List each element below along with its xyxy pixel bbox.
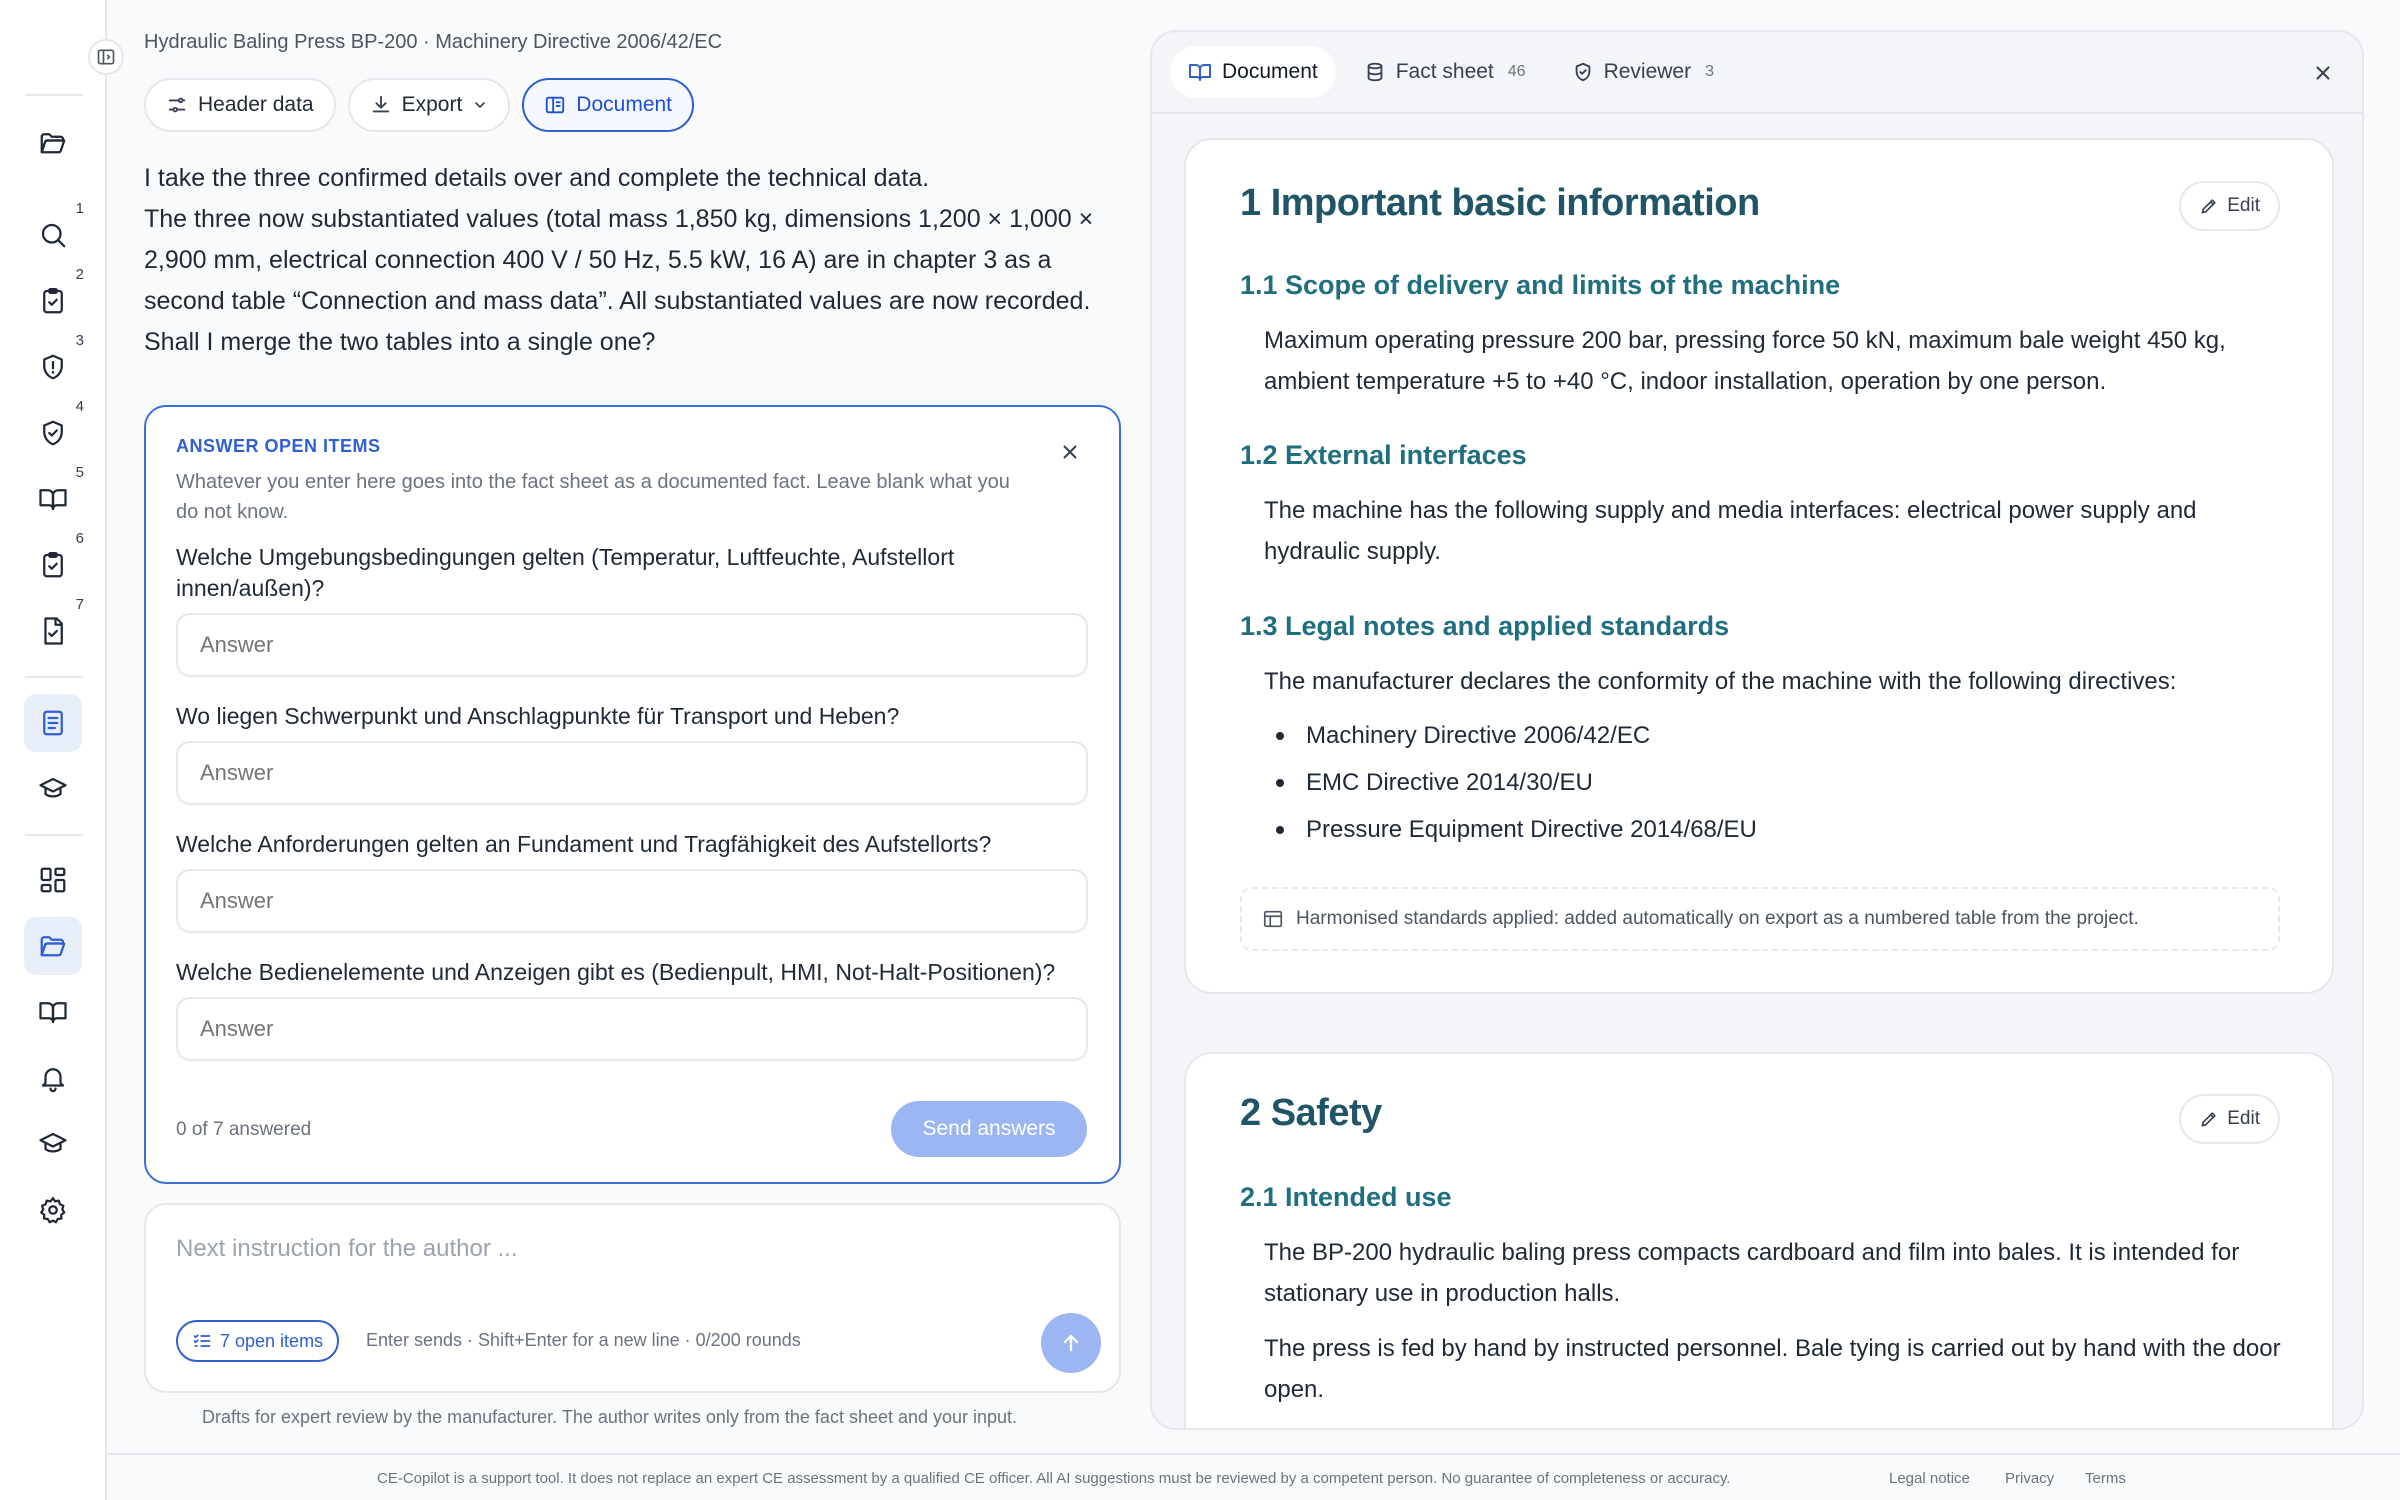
send-button[interactable] <box>1041 1313 1101 1373</box>
sliders-icon <box>166 94 188 116</box>
close-icon <box>1059 441 1081 463</box>
step-badge: 3 <box>75 332 84 349</box>
document-button[interactable] <box>522 78 694 132</box>
rail-divider <box>25 94 83 96</box>
shield-check-icon <box>1572 61 1594 83</box>
answer-input[interactable] <box>176 741 1088 805</box>
step-badge: 5 <box>75 464 84 481</box>
book-open-icon[interactable] <box>24 983 82 1041</box>
open-items-title: ANSWER OPEN ITEMS <box>176 436 381 456</box>
clipboard-list-icon[interactable] <box>24 530 84 594</box>
edit-label: Edit <box>2227 195 2260 216</box>
panel-divider <box>1152 112 2362 114</box>
footer-disclaimer: CE-Copilot is a support tool. It does not replace an expert CE assessment by a qualified CE officer. All AI suggestions must be reviewed by a competent person. No guarantee of completeness or accuracy. <box>377 1470 1731 1487</box>
paragraph: The manufacturer declares the conformity of the machine with the following directives: <box>1264 668 2177 695</box>
download-icon <box>370 94 392 116</box>
step-badge: 6 <box>75 530 84 547</box>
close-open-items-button[interactable] <box>1059 441 1081 463</box>
subsection-heading: 1.1 Scope of delivery and limits of the machine <box>1240 270 1841 300</box>
subsection-heading: 1.3 Legal notes and applied standards <box>1240 611 1730 641</box>
shield-alert-icon[interactable] <box>24 332 84 396</box>
composer-hint: Enter sends · Shift+Enter for a new line · 0/200 rounds <box>366 1330 801 1350</box>
clipboard-check-icon[interactable] <box>24 266 84 330</box>
paragraph: Maximum operating pressure 200 bar, pressing force 50 kN, maximum bale weight 450 kg, ambient temperature +5 to +40 °C, indoor installation, operation by one person. <box>1264 327 2226 395</box>
panel-right-icon <box>544 94 566 116</box>
message-line: I take the three confirmed details over and complete the technical data. <box>144 164 930 192</box>
export-label: Export <box>401 93 463 116</box>
directive-list <box>1264 712 1757 853</box>
bell-icon[interactable] <box>24 1049 82 1107</box>
edit-button[interactable] <box>2179 181 2280 231</box>
left-rail <box>0 0 107 1500</box>
instruction-input[interactable]: Next instruction for the author ... <box>176 1235 518 1262</box>
paragraph: The press is fed by hand by instructed personnel. Bale tying is carried out by hand with the door open. <box>1264 1335 2281 1403</box>
folder-open-icon[interactable] <box>24 917 82 975</box>
graduation-cap-icon[interactable] <box>24 1115 82 1173</box>
gear-icon[interactable] <box>24 1181 82 1239</box>
answer-input[interactable] <box>176 613 1088 677</box>
toolbar <box>144 78 694 132</box>
list-item: Machinery Directive 2006/42/EC <box>1264 712 1757 759</box>
open-items-label: 7 open items <box>220 1330 324 1351</box>
close-panel-button[interactable] <box>2312 62 2334 84</box>
document-icon[interactable] <box>24 694 82 752</box>
section-heading: 1 Important basic information <box>1240 182 1760 224</box>
tab-count: 46 <box>1507 63 1526 80</box>
send-answers-button[interactable]: Send answers <box>891 1101 1087 1157</box>
table-icon <box>1262 908 1284 930</box>
question-label: Welche Umgebungsbedingungen gelten (Temperatur, Luftfeuchte, Aufstellort innen/außen)? <box>176 544 955 601</box>
list-item: Pressure Equipment Directive 2014/68/EU <box>1264 806 1757 853</box>
search-icon[interactable] <box>24 200 84 264</box>
answered-count: 0 of 7 answered <box>176 1119 312 1140</box>
dashboard-icon[interactable] <box>24 851 82 909</box>
open-items-subtitle: Whatever you enter here goes into the fact sheet as a documented fact. Leave blank what you do not know. <box>176 471 1010 523</box>
rail-divider <box>25 676 83 678</box>
tab-label: Reviewer <box>1603 60 1692 83</box>
tab-count: 3 <box>1705 63 1715 80</box>
arrow-up-icon <box>1059 1331 1083 1355</box>
chevron-down-icon <box>472 97 488 113</box>
header-data-label: Header data <box>198 93 314 116</box>
panel-tabs <box>1170 46 1732 98</box>
document-section-card <box>1184 138 2334 994</box>
list-item: EMC Directive 2014/30/EU <box>1264 759 1757 806</box>
message-line: The three now substantiated values (total mass 1,850 kg, dimensions 1,200 × 1,000 × 2,900 mm, electrical connection 400 V / 50 Hz, 5.5 kW, 16 A) are in chapter 3 as a second table “Connection and mass data”. All substantiated values are now recorded. Shall I merge the two tables into a single one? <box>144 205 1094 356</box>
open-items-button[interactable] <box>176 1320 339 1362</box>
tab-fact-sheet[interactable] <box>1346 46 1544 98</box>
rail-divider <box>25 834 83 836</box>
question-label: Welche Bedienelemente und Anzeigen gibt es (Bedienpult, HMI, Not-Halt-Positionen)? <box>176 959 1056 985</box>
step-badge: 7 <box>75 596 84 613</box>
tab-document[interactable] <box>1170 46 1336 98</box>
list-check-icon <box>192 1331 212 1351</box>
open-items-card <box>144 405 1121 1184</box>
legal-notice-link[interactable]: Legal notice <box>1889 1470 1970 1487</box>
subsection-heading: 1.2 External interfaces <box>1240 440 1527 470</box>
folder-open-icon[interactable] <box>24 114 82 172</box>
document-section-card <box>1184 1052 2334 1430</box>
book-open-icon <box>1188 60 1212 84</box>
tab-label: Fact sheet <box>1395 60 1494 83</box>
paragraph: The machine has the following supply and media interfaces: electrical power supply and hydraulic supply. <box>1264 497 2197 565</box>
panel-left-icon <box>96 47 116 67</box>
step-badge: 4 <box>75 398 84 415</box>
answer-input[interactable] <box>176 997 1088 1061</box>
graduation-cap-icon[interactable] <box>24 760 82 818</box>
standards-note-text: Harmonised standards applied: added automatically on export as a numbered table from the project. <box>1296 908 2139 929</box>
paragraph: The BP-200 hydraulic baling press compacts cardboard and film into bales. It is intended for stationary use in production halls. <box>1264 1239 2240 1307</box>
step-badge: 2 <box>75 266 84 283</box>
answer-input[interactable] <box>176 869 1088 933</box>
privacy-link[interactable]: Privacy <box>2005 1470 2055 1487</box>
pencil-icon <box>2199 196 2219 216</box>
question-label: Welche Anforderungen gelten an Fundament und Tragfähigkeit des Aufstellorts? <box>176 831 992 857</box>
document-panel <box>1150 30 2364 1430</box>
export-button[interactable] <box>348 78 511 132</box>
subsection-heading: 2.1 Intended use <box>1240 1182 1452 1212</box>
composer <box>144 1203 1121 1393</box>
book-open-icon[interactable] <box>24 464 84 528</box>
file-check-icon[interactable] <box>24 596 84 660</box>
header-data-button[interactable] <box>144 78 336 132</box>
tab-reviewer[interactable] <box>1554 46 1732 98</box>
sidebar-toggle-button[interactable] <box>88 39 124 75</box>
shield-check-icon[interactable] <box>24 398 84 462</box>
step-badge: 1 <box>75 200 84 217</box>
edit-button[interactable] <box>2179 1094 2280 1144</box>
standards-note <box>1240 887 2280 951</box>
database-icon <box>1364 61 1386 83</box>
document-label: Document <box>576 93 673 116</box>
breadcrumb: Hydraulic Baling Press BP-200 · Machinery Directive 2006/42/EC <box>144 31 723 53</box>
terms-link[interactable]: Terms <box>2085 1470 2126 1487</box>
assistant-message <box>144 158 1104 363</box>
close-icon <box>2312 62 2334 84</box>
footer <box>107 1453 2400 1500</box>
edit-label: Edit <box>2227 1108 2260 1129</box>
draft-disclaimer: Drafts for expert review by the manufacturer. The author writes only from the fact sheet and your input. <box>202 1407 1018 1427</box>
pencil-icon <box>2199 1109 2219 1129</box>
question-label: Wo liegen Schwerpunkt und Anschlagpunkte für Transport und Heben? <box>176 703 900 729</box>
section-heading: 2 Safety <box>1240 1092 1382 1134</box>
tab-label: Document <box>1222 60 1318 83</box>
